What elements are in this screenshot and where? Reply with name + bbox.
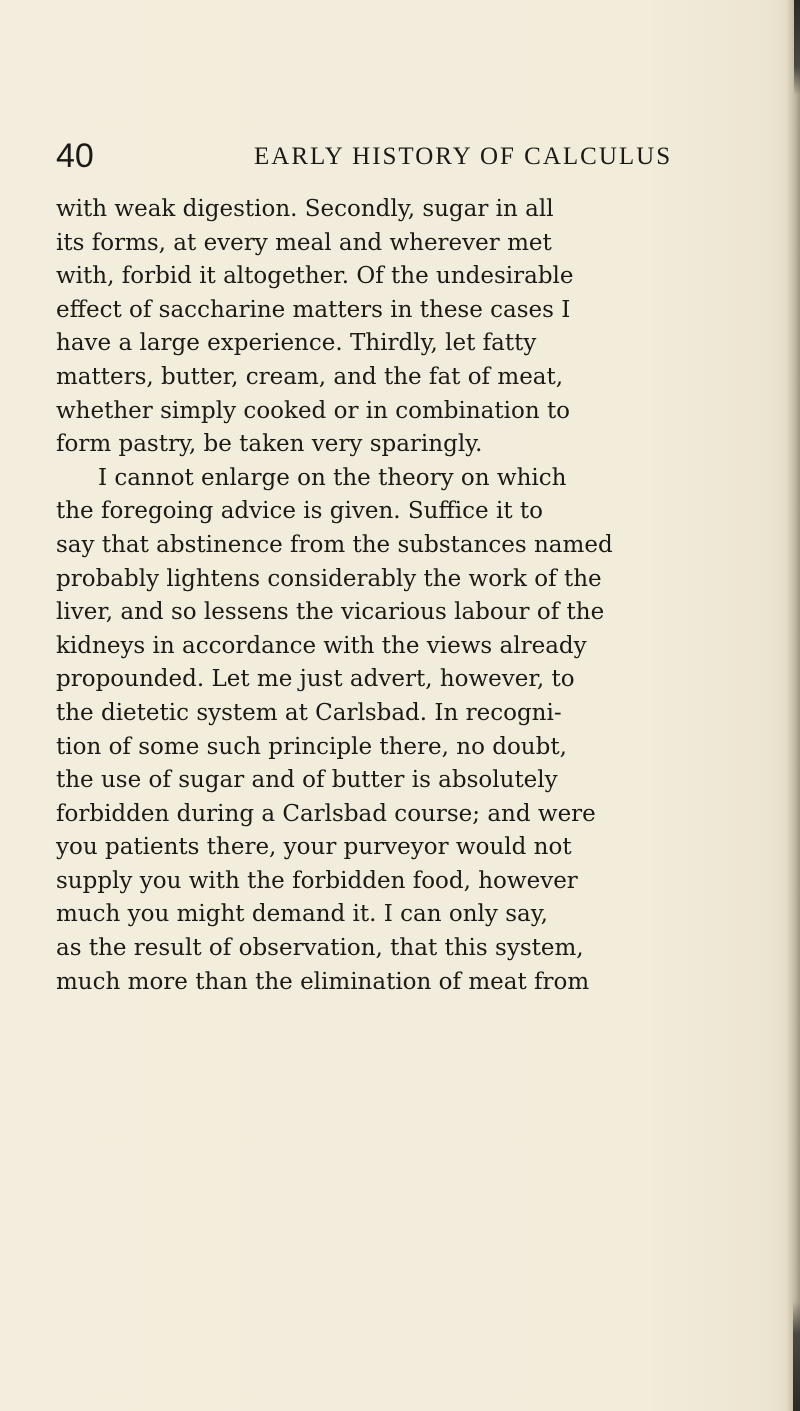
text-line: the dietetic system at Carlsbad. In recogni- — [56, 699, 562, 726]
text-line: supply you with the forbidden food, however — [56, 867, 578, 894]
text-line: the use of sugar and of butter is absolutely — [56, 767, 558, 794]
paragraph-start-line: I cannot enlarge on the theory on which — [98, 464, 567, 491]
text-line: kidneys in accordance with the views already — [56, 632, 587, 659]
text-line: its forms, at every meal and wherever met — [56, 229, 552, 256]
text-line: matters, butter, cream, and the fat of meat, — [56, 363, 564, 390]
running-title: EARLY HISTORY OF CALCULUS — [254, 143, 673, 170]
text-line: probably lightens considerably the work of the — [56, 565, 602, 592]
page-number: 40 — [56, 137, 94, 175]
text-line: have a large experience. Thirdly, let fatty — [56, 330, 537, 357]
text-line: much more than the elimination of meat from — [56, 968, 590, 995]
text-line: liver, and so lessens the vicarious labour of the — [56, 599, 605, 626]
page-edge-mark-bottom — [793, 1301, 800, 1411]
text-line: effect of saccharine matters in these cases I — [56, 296, 571, 323]
text-line: as the result of observation, that this system, — [56, 935, 584, 962]
text-line: tion of some such principle there, no doubt, — [56, 733, 567, 760]
text-line: with, forbid it altogether. Of the undesirable — [56, 263, 574, 290]
text-line: forbidden during a Carlsbad course; and were — [56, 800, 596, 827]
text-line: say that abstinence from the substances named — [56, 531, 613, 558]
body-text — [56, 193, 796, 999]
text-line: you patients there, your purveyor would not — [56, 834, 572, 861]
page-edge-mark-top — [794, 0, 800, 95]
text-line: the foregoing advice is given. Suffice it to — [56, 498, 543, 525]
text-line: propounded. Let me just advert, however, to — [56, 666, 575, 693]
text-line: with weak digestion. Secondly, sugar in all — [56, 196, 554, 222]
text-line: whether simply cooked or in combination to — [56, 397, 571, 424]
page-header — [56, 134, 786, 178]
text-line: much you might demand it. I can only say, — [56, 901, 548, 928]
text-line: form pastry, be taken very sparingly. — [56, 431, 483, 458]
